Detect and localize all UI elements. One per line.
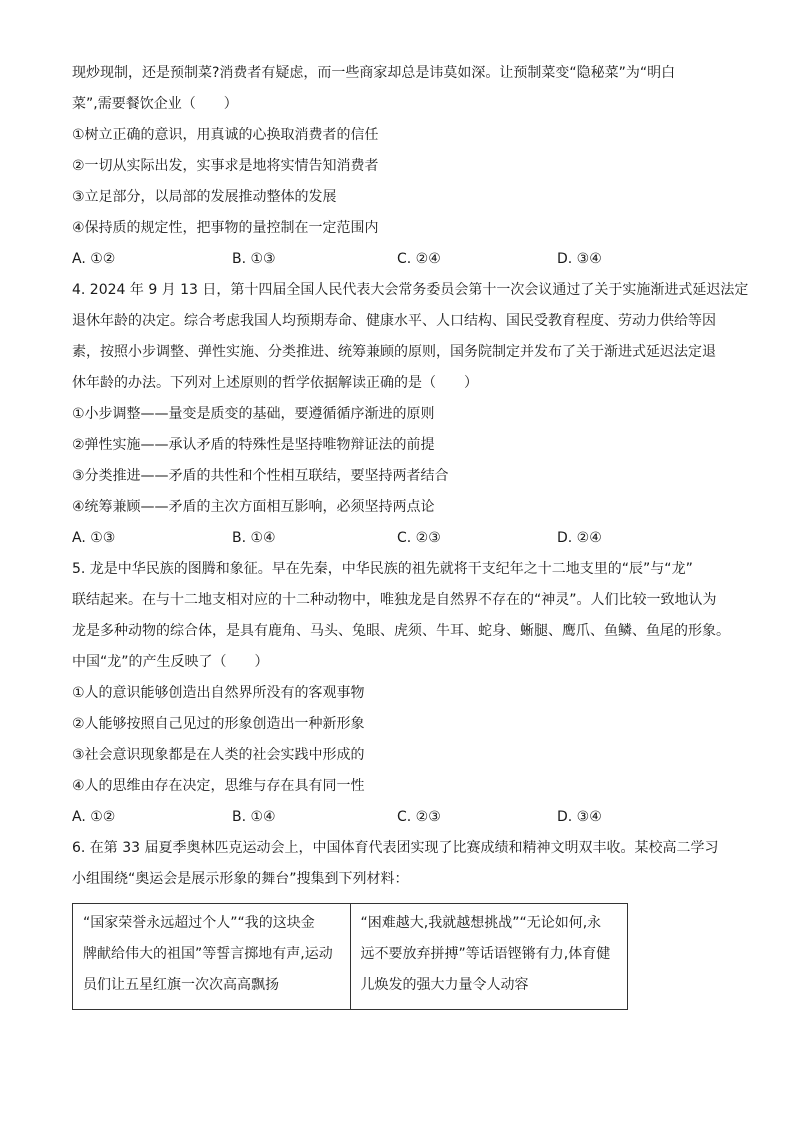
material-table [72, 903, 628, 1010]
answer-options [72, 802, 732, 833]
question-stem-line: 休年龄的办法。下列对上述原则的哲学依据解读正确的是（ ） [72, 375, 478, 391]
cell-line: 员们让五星红旗一次次高高飘扬 [83, 977, 279, 993]
cell-line: “困难越大,我就越想挑战”“无论如何,永 [360, 915, 602, 931]
question-stem-line: 5. 龙是中华民族的图腾和象征。早在先秦，中华民族的祖先就将干支纪年之十二地支里的“辰”与“龙” [72, 561, 693, 577]
statement-item: ①树立正确的意识，用真诚的心换取消费者的信任 [72, 127, 379, 143]
statement-item: ①人的意识能够创造出自然界所没有的客观事物 [72, 685, 365, 701]
cell-line: 牌献给伟大的祖国”等誓言掷地有声,运动 [83, 946, 333, 962]
question-5 [72, 554, 732, 833]
question-stem-line: 菜”,需要餐饮企业（ ） [72, 96, 238, 112]
question-3 [72, 58, 732, 275]
question-stem-line: 退休年龄的决定。综合考虑我国人均预期寿命、健康水平、人口结构、国民受教育程度、劳动力供给等因 [72, 313, 716, 329]
option-c[interactable]: C. ②③ [397, 530, 441, 546]
question-stem-line: 现炒现制，还是预制菜?消费者有疑虑，而一些商家却总是讳莫如深。让预制菜变“隐秘菜”为“明白 [72, 65, 676, 81]
material-cell-left [73, 904, 351, 1010]
statement-item: ④人的思维由存在决定，思维与存在具有同一性 [72, 778, 365, 794]
answer-options [72, 523, 732, 554]
option-d[interactable]: D. ③④ [557, 809, 602, 825]
question-stem-line: 联结起来。在与十二地支相对应的十二种动物中，唯独龙是自然界不存在的“神灵”。人们比较一致地认为 [72, 592, 717, 608]
option-d[interactable]: D. ②④ [557, 530, 602, 546]
question-stem-line: 素，按照小步调整、弹性实施、分类推进、统筹兼顾的原则，国务院制定并发布了关于渐进式延迟法定退 [72, 344, 716, 360]
option-a[interactable]: A. ①③ [72, 530, 116, 546]
option-c[interactable]: C. ②③ [397, 809, 441, 825]
material-cell-right [350, 904, 628, 1010]
option-d[interactable]: D. ③④ [557, 251, 602, 267]
statement-item: ②一切从实际出发，实事求是地将实情告知消费者 [72, 158, 379, 174]
statement-item: ②弹性实施——承认矛盾的特殊性是坚持唯物辩证法的前提 [72, 437, 435, 453]
statement-item: ③社会意识现象都是在人类的社会实践中形成的 [72, 747, 365, 763]
statement-item: ②人能够按照自己见过的形象创造出一种新形象 [72, 716, 365, 732]
statement-item: ④保持质的规定性，把事物的量控制在一定范围内 [72, 220, 379, 236]
question-4 [72, 275, 749, 554]
option-c[interactable]: C. ②④ [397, 251, 441, 267]
statement-item: ③立足部分，以局部的发展推动整体的发展 [72, 189, 337, 205]
option-b[interactable]: B. ①③ [232, 251, 276, 267]
question-stem-line: 4. 2024 年 9 月 13 日，第十四届全国人民代表大会常务委员会第十一次会议通过了关于实施渐进式延迟法定 [72, 282, 749, 298]
cell-line: “国家荣誉永远超过个人”“我的这块金 [83, 915, 315, 931]
option-b[interactable]: B. ①④ [232, 530, 276, 546]
option-a[interactable]: A. ①② [72, 809, 116, 825]
answer-options [72, 244, 732, 275]
cell-line: 远不要放弃拼搏”等话语铿锵有力,体育健 [360, 946, 611, 962]
question-stem-line: 6. 在第 33 届夏季奥林匹克运动会上，中国体育代表团实现了比赛成绩和精神文明双丰收。某校高二学习 [72, 840, 719, 856]
statement-item: ③分类推进——矛盾的共性和个性相互联结，要坚持两者结合 [72, 468, 449, 484]
statement-item: ①小步调整——量变是质变的基础，要遵循循序渐进的原则 [72, 406, 435, 422]
question-stem-line: 中国“龙”的产生反映了（ ） [72, 654, 269, 670]
table-row [73, 904, 628, 1010]
option-a[interactable]: A. ①② [72, 251, 116, 267]
question-stem-line: 小组围绕“奥运会是展示形象的舞台”搜集到下列材料： [72, 871, 409, 887]
question-stem-line: 龙是多种动物的综合体，是具有鹿角、马头、兔眼、虎须、牛耳、蛇身、蜥腿、鹰爪、鱼鳞、鱼尾的形象。 [72, 623, 730, 639]
exam-page [72, 58, 749, 895]
question-6 [72, 833, 732, 895]
cell-line: 儿焕发的强大力量令人动容 [360, 977, 529, 993]
statement-item: ④统筹兼顾——矛盾的主次方面相互影响，必须坚持两点论 [72, 499, 435, 515]
option-b[interactable]: B. ①④ [232, 809, 276, 825]
